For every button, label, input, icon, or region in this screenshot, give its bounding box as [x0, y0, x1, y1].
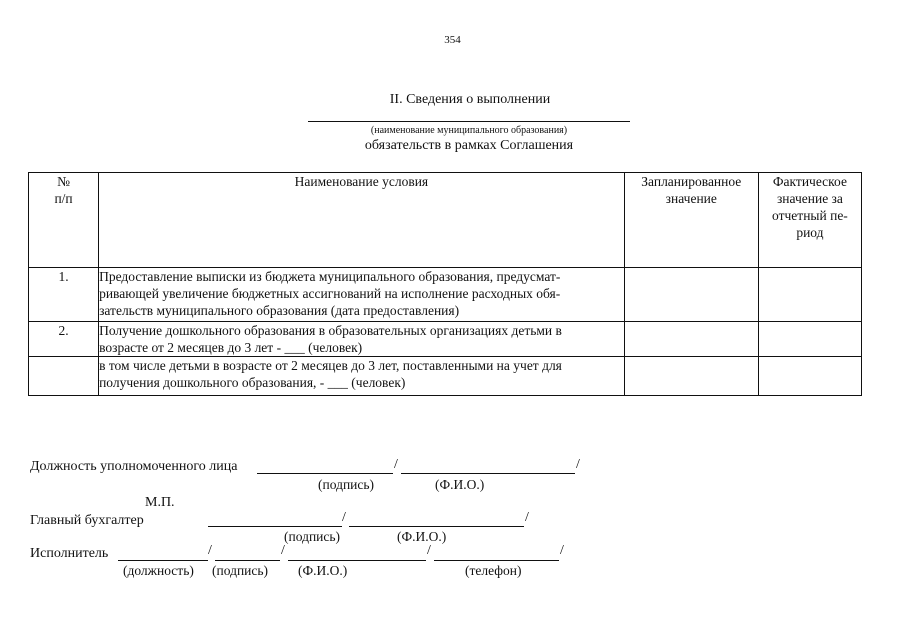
executor-position-line[interactable]	[118, 560, 208, 561]
row-condition-line: Получение дошкольного образования в образовательных организациях детьми в	[99, 323, 562, 338]
municipality-name-caption: (наименование муниципального образования)	[370, 125, 568, 136]
slash: /	[208, 543, 212, 558]
slash: /	[394, 457, 398, 472]
executor-phone-line[interactable]	[434, 560, 559, 561]
official-fio-line[interactable]	[401, 473, 575, 474]
accountant-label: Главный бухгалтер	[30, 513, 144, 528]
executor-phone-caption: (телефон)	[465, 563, 522, 578]
row-condition-line: зательств муниципального образования (дата предоставления)	[99, 303, 460, 318]
table-row	[29, 268, 862, 322]
header-actual-line4: риод	[796, 225, 824, 240]
slash: /	[427, 543, 431, 558]
accountant-fio-line[interactable]	[349, 526, 524, 527]
executor-fio-caption: (Ф.И.О.)	[298, 563, 348, 578]
official-fio-caption: (Ф.И.О.)	[435, 477, 485, 492]
page-number: 354	[444, 34, 461, 46]
row-condition-line: Предоставление выписки из бюджета муниципального образования, предусмат-	[99, 269, 561, 284]
header-actual-line3: отчетный пе-	[772, 208, 848, 223]
slash: /	[525, 510, 529, 525]
official-label: Должность уполномоченного лица	[30, 459, 238, 474]
executor-sign-line[interactable]	[215, 560, 280, 561]
accountant-fio-caption: (Ф.И.О.)	[397, 529, 447, 544]
slash: /	[560, 543, 564, 558]
executor-sign-caption: (подпись)	[212, 563, 269, 578]
section-title: II. Сведения о выполнении	[389, 92, 551, 107]
row-planned-value[interactable]	[624, 357, 758, 396]
executor-fio-line[interactable]	[288, 560, 426, 561]
row-condition	[99, 357, 625, 396]
slash: /	[576, 457, 580, 472]
accountant-sign-caption: (подпись)	[284, 529, 341, 544]
row-condition-line: ривающей увеличение бюджетных ассигнований на исполнение расходных обя-	[99, 286, 561, 301]
header-planned-line2: значение	[665, 191, 717, 206]
row-actual-value[interactable]	[758, 322, 861, 357]
row-condition	[99, 268, 625, 322]
row-number	[29, 357, 99, 396]
header-condition-name	[99, 173, 625, 268]
accountant-sign-line[interactable]	[208, 526, 342, 527]
row-condition-line: возрасте от 2 месяцев до 3 лет - ___ (человек)	[99, 340, 363, 355]
header-number-line2: п/п	[54, 191, 73, 206]
official-sign-caption: (подпись)	[318, 477, 375, 492]
section-subtitle: обязательств в рамках Соглашения	[364, 138, 574, 153]
row-planned-value[interactable]	[624, 268, 758, 322]
municipality-name-line	[308, 121, 630, 122]
row-number: 1.	[29, 268, 99, 322]
row-condition-line: в том числе детьми в возрасте от 2 месяцев до 3 лет, поставленными на учет для	[99, 358, 562, 373]
table-header-row	[29, 173, 862, 268]
table-row	[29, 357, 862, 396]
header-actual-line1: Фактическое	[772, 174, 847, 189]
slash: /	[281, 543, 285, 558]
row-planned-value[interactable]	[624, 322, 758, 357]
header-planned-line1: Запланированное	[641, 174, 742, 189]
official-sign-line[interactable]	[257, 473, 393, 474]
header-condition-name-text: Наименование условия	[294, 174, 429, 189]
row-condition	[99, 322, 625, 357]
header-number	[29, 173, 99, 268]
conditions-table	[28, 172, 862, 396]
header-actual-line2: значение за	[776, 191, 843, 206]
row-actual-value[interactable]	[758, 268, 861, 322]
row-number: 2.	[29, 322, 99, 357]
executor-position-caption: (должность)	[123, 563, 194, 578]
slash: /	[342, 510, 346, 525]
executor-label: Исполнитель	[30, 546, 109, 561]
table-row	[29, 322, 862, 357]
row-actual-value[interactable]	[758, 357, 861, 396]
header-planned-value	[624, 173, 758, 268]
row-condition-line: получения дошкольного образования, - ___ (человек)	[99, 375, 406, 390]
header-number-line1: №	[57, 174, 70, 189]
stamp-label: М.П.	[145, 495, 175, 510]
header-actual-value	[758, 173, 861, 268]
